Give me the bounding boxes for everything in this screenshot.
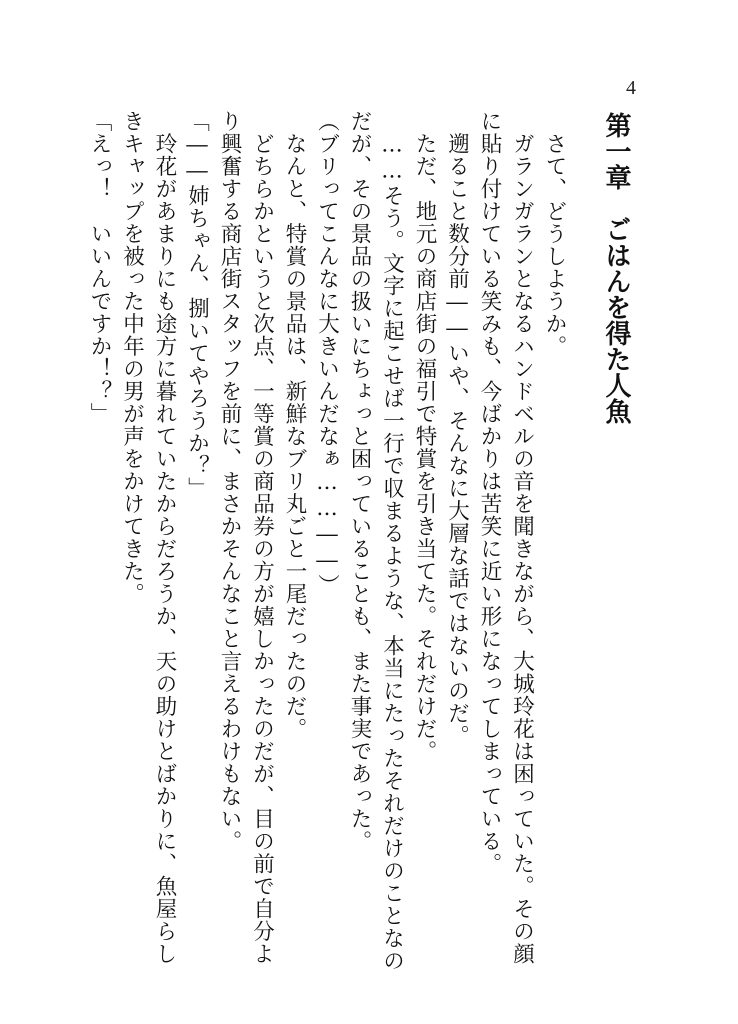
body-text [87,110,570,972]
text-line: どちらかというと次点、一等賞の商品券の方が嬉しかったのだが、目の前で自分よ [249,110,275,965]
text-line: ただ、地元の商店街の福引で特賞を引き当てた。それだけだ。 [412,110,437,763]
text-line: 「――姉ちゃん、捌いてやろうか？」 [184,110,210,500]
text-line: ……そう。文字に起こせば一行で収まるような、本当にたったそれだけのことなの [379,110,405,972]
text-line: さて、どうしようか。 [542,110,567,358]
chapter-label: 第一章 [601,112,631,190]
text-line: 「えっ！ いいんですか！？」 [87,110,112,425]
text-line: なんと、特賞の景品は、新鮮なブリ丸ごと一尾だったのだ。 [282,110,307,740]
text-line: 玲花があまりにも途方に暮れていたからだろうか、天の助けとばかりに、魚屋らし [152,110,177,965]
text-line: きキャップを被った中年の男が声をかけてきた。 [119,110,145,605]
text-line: （ブリってこんなに大きいんだなぁ……――） [314,110,340,597]
text-line: ガランガランとなるハンドベルの音を聞きながら、大城玲花は困っていた。その顔 [509,110,535,965]
chapter-heading [601,112,631,424]
text-line: 遡ること数分前――いや、そんなに大層な話ではないのだ。 [444,110,470,747]
text-line: だが、その景品の扱いにちょっと困っていることも、また事実であった。 [347,110,372,853]
chapter-title: ごはんを得た人魚 [601,216,631,424]
text-line: に貼り付けている笑みも、今ばかりは苦笑に近い形になってしまっている。 [477,110,502,875]
page-number: 4 [626,77,636,99]
text-line: り興奮する商店街スタッフを前に、まさかそんなこと言えるわけもない。 [217,110,242,853]
